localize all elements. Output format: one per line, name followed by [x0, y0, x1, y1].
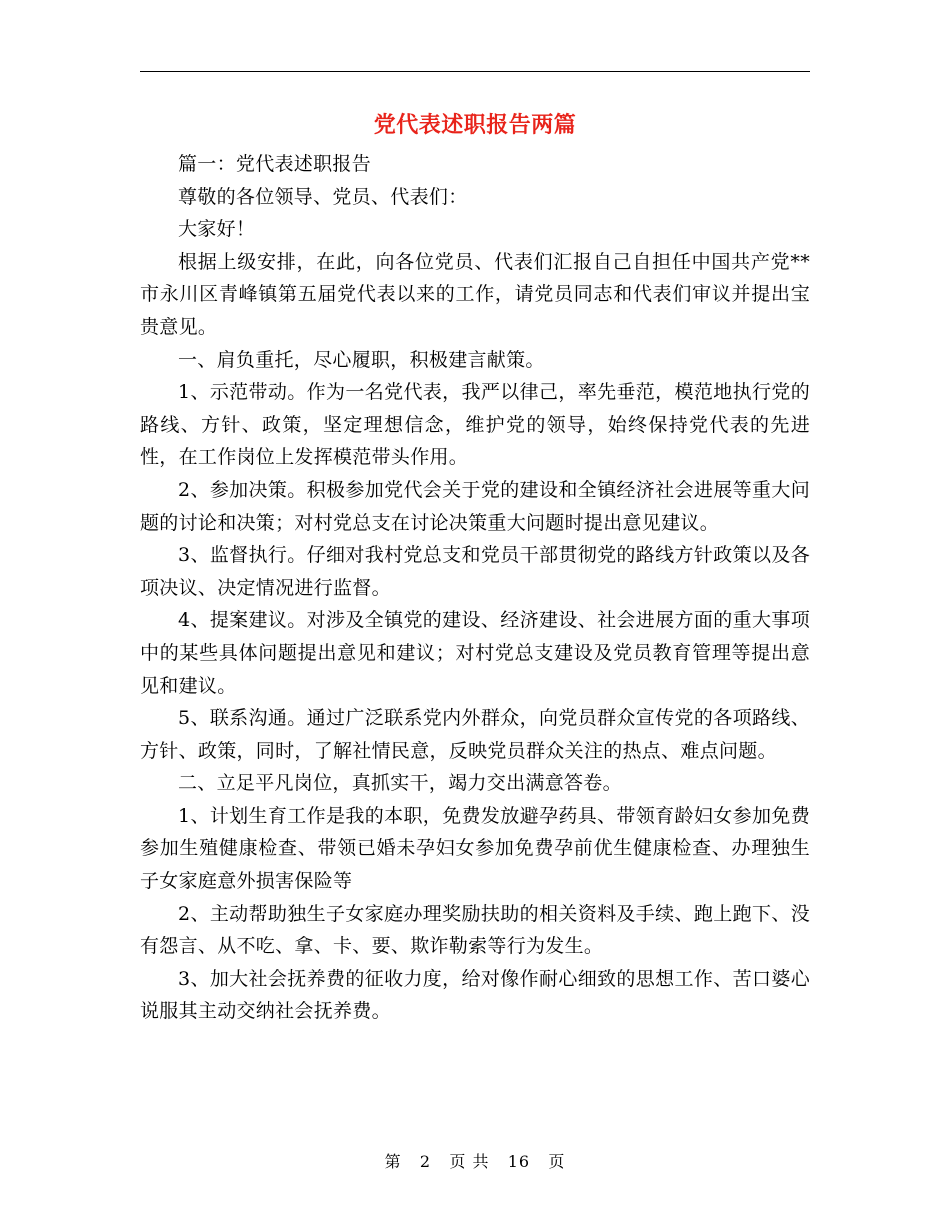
paragraph: 5、联系沟通。通过广泛联系党内外群众，向党员群众宣传党的各项路线、方针、政策，同时，了解社情民意，反映党员群众关注的热点、难点问题。	[140, 707, 810, 762]
header-rule	[140, 71, 810, 72]
paragraph: 一、肩负重托，尽心履职，积极建言献策。	[178, 348, 545, 371]
document-body	[140, 148, 810, 1028]
paragraph: 二、立足平凡岗位，真抓实干，竭力交出满意答卷。	[178, 772, 622, 795]
paragraph: 1、示范带动。作为一名党代表，我严以律己，率先垂范，模范地执行党的路线、方针、政策，坚定理想信念，维护党的领导，始终保持党代表的先进性，在工作岗位上发挥模范带头作用。	[140, 381, 810, 469]
footer-suffix: 页	[548, 1152, 566, 1171]
page-footer	[140, 1150, 810, 1174]
paragraph: 2、参加决策。积极参加党代会关于党的建设和全镇经济社会进展等重大问题的讨论和决策；对村党总支在讨论决策重大问题时提出意见建议。	[140, 478, 810, 534]
paragraph: 尊敬的各位领导、党员、代表们：	[178, 185, 468, 208]
footer-total-pages: 16	[507, 1152, 531, 1171]
paragraph: 1、计划生育工作是我的本职，免费发放避孕药具、带领育龄妇女参加免费参加生殖健康检查、带领已婚未孕妇女参加免费孕前优生健康检查、办理独生子女家庭意外损害保险等	[140, 804, 810, 893]
footer-prefix: 第	[384, 1152, 402, 1171]
document-title: 党代表述职报告两篇	[373, 112, 577, 138]
paragraph: 3、监督执行。仔细对我村党总支和党员干部贯彻党的路线方针政策以及各项决议、决定情况进行监督。	[140, 544, 810, 599]
paragraph: 根据上级安排，在此，向各位党员、代表们汇报自己自担任中国共产党**市永川区青峰镇第五届党代表以来的工作，请党员同志和代表们审议并提出宝贵意见。	[140, 250, 810, 338]
paragraph: 3、加大社会抚养费的征收力度，给对像作耐心细致的思想工作、苦口婆心说服其主动交纳社会抚养费。	[140, 967, 810, 1023]
paragraph: 篇一：党代表述职报告	[178, 153, 372, 175]
paragraph: 大家好！	[178, 218, 256, 241]
paragraph: 2、主动帮助独生子女家庭办理奖励扶助的相关资料及手续、跑上跑下、没有怨言、从不吃、拿、卡、要、欺诈勒索等行为发生。	[140, 902, 810, 958]
footer-page-number: 2	[419, 1152, 432, 1171]
footer-mid: 页 共	[449, 1152, 490, 1171]
paragraph: 4、提案建议。对涉及全镇党的建设、经济建设、社会进展方面的重大事项中的某些具体问题提出意见和建议；对村党总支建设及党员教育管理等提出意见和建议。	[140, 609, 810, 697]
